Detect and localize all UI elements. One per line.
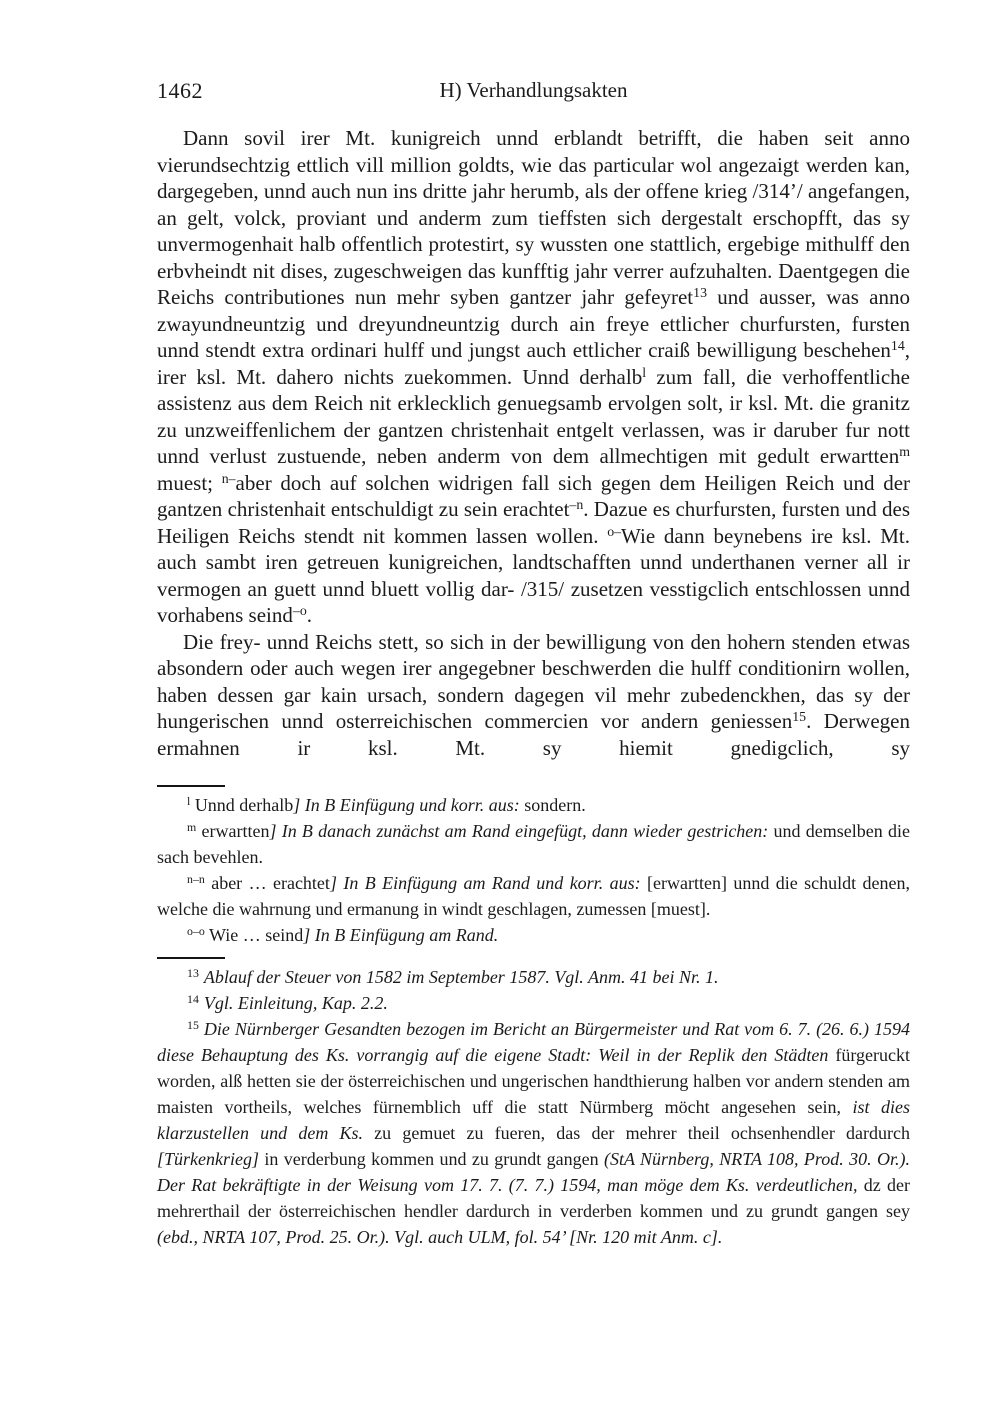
body-paragraph-2: Die frey- unnd Reichs stett, so sich in der bewilligung von den hohern stenden etwas absondern oder auch wegen irer angegebner beschwerden die hulff conditionirn wollen, haben dessen gar kain ursach, sondern dagegen vil mehr zubedenckhen, das sy der hungerischen unnd osterreichischen commercien vor andern geniessen$^{15}$. Derwegen ermahnen ir ksl. Mt. sy hiemit gnedigclich, sy bbox=[157, 629, 910, 760]
critical-apparatus bbox=[157, 785, 910, 948]
page-header bbox=[157, 78, 910, 105]
main-text bbox=[157, 125, 910, 761]
footnote-14: $^{14}$ Vgl. Einleitung, Kap. 2.2. bbox=[187, 992, 388, 1013]
body-paragraph-1: Dann sovil irer Mt. kunigreich unnd erblandt betrifft, die haben seit anno vierundsechtzig ettlich vill million goldts, wie das particular wol angezaigt werden kan, dargegeben, unnd auch nun ins dritte jahr herumb, als der offene krieg /314’/ angefangen, an gelt, volck, proviant und anderm zum tieffsten sich dergestalt erschopfft, das sy unvermogenhait halb offentlich protestirt, sy wussten one stattlich, ergebige mithulff den erbvheindt nit dises, zugeschweigen das kunfftig jahr verrer aufzuhalten. Daentgegen die Reichs contributiones nun mehr syben gantzer jahr gefeyret$^{13}$ und ausser, was anno zwayundneuntzig und dreyundneuntzig durch ain freye ettlicher churfursten, fursten unnd stendt extra ordinari hulff und jungst auch ettlicher craiß bewilligung beschehen$^{14}$, irer ksl. Mt. dahero nichts zuekommen. Unnd derhalb$^l$ zum fall, die verhoffentliche assistenz aus dem Reich nit erklecklich genuegsamb ervolgen solt, ir ksl. Mt. die granitz zu unzweiffenlichem der gantzen christenhait entgelt verlassen, was ir daruber fur nott unnd verlust zustuende, neben anderm von dem allmechtigen mit gedult erwartten$^m$ muest; $^{n-}$aber doch auf solchen widrigen fall sich gegen dem Heiligen Reich und der gantzen christenhait entschuldigt zu sein erachtet$^{-n}$. Dazue es churfursten, fursten und des Heiligen Reichs stendt nit kommen lassen wollen. $^{o-}$Wie dann beynebens ire ksl. Mt. auch sambt iren getreuen kunigreichen, landtschafften unnd underthanen verner all ir vermogen an guett unnd bluett vollig dar- /315/ zusetzen vesstigclich entschlossen unnd vorhabens seind$^{-o}$. bbox=[157, 126, 911, 627]
apparatus-note-m: $^m$ erwartten] In B danach zunächst am Rand eingefügt, dann wieder gestrichen: und demselben die sach bevehlen. bbox=[157, 820, 910, 867]
footnote-separator-rule bbox=[157, 957, 225, 959]
footnotes-section bbox=[157, 957, 910, 1250]
footnote-15: $^{15}$ Die Nürnberger Gesandten bezogen im Bericht an Bürgermeister und Rat vom 6. 7. (26. 6.) 1594 diese Behauptung des Ks. vorrangig auf die eigene Stadt: Weil in der Replik den Städten fürgeruckt worden, alß hetten sie der österreichischen und ungerischen handthierung halben vor andern stenden am maisten vortheils, welches fürnemblich uff die statt Nürmberg möcht angesehen sein, ist dies klarzustellen und dem Ks. zu gemuet zu fueren, das der mehrer theil ochsenhendler dardurch [Türkenkrieg] in verderbung kommen und zu grundt gangen (StA Nürnberg, NRTA 108, Prod. 30. Or.). Der Rat bekräftigte in der Weisung vom 17. 7. (7. 7.) 1594, man möge dem Ks. verdeutlichen, dz der mehrerthail der österreichischen hendler dardurch in verderben kommen und zu grundt gangen sey (ebd., NRTA 107, Prod. 25. Or.). Vgl. auch ULM, fol. 54’ [Nr. 120 mit Anm. c]. bbox=[157, 1018, 910, 1247]
running-header: H) Verhandlungsakten bbox=[439, 78, 628, 102]
apparatus-note-o: $^{o-o}$ Wie … seind] In B Einfügung am Rand. bbox=[187, 924, 499, 945]
apparatus-note-n: $^{n-n}$ aber … erachtet] In B Einfügung am Rand und korr. aus: [erwartten] unnd die schuldt denen, welche die wahrnung und ermanung in windt geschlagen, zumessen [muest]. bbox=[157, 872, 910, 919]
apparatus-separator-rule bbox=[157, 785, 225, 787]
apparatus-note-l: $^l$ Unnd derhalb] In B Einfügung und korr. aus: sondern. bbox=[187, 794, 586, 815]
footnote-13: $^{13}$ Ablauf der Steuer von 1582 im September 1587. Vgl. Anm. 41 bei Nr. 1. bbox=[187, 966, 719, 987]
page-number: 1462 bbox=[157, 78, 203, 103]
